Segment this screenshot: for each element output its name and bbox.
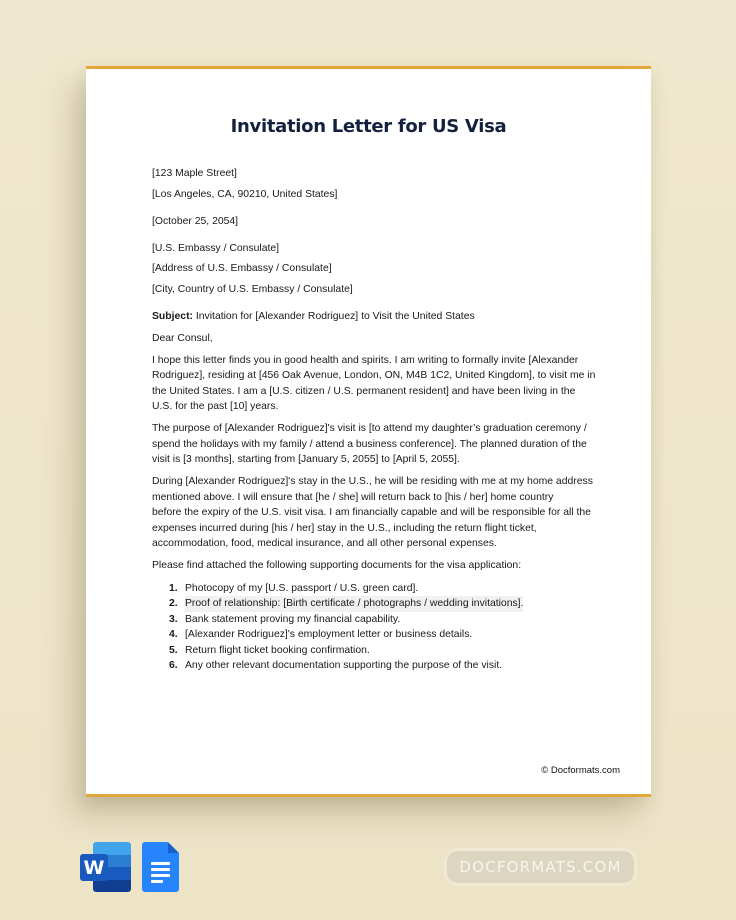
list-text: Any other relevant documentation supporting the purpose of the visit. bbox=[185, 660, 503, 671]
paragraph-purpose bbox=[152, 421, 592, 468]
supporting-documents-list bbox=[152, 581, 592, 674]
google-docs-fold bbox=[168, 842, 179, 853]
list-number: 6. bbox=[169, 660, 178, 671]
paragraph-line: mentioned above. I will ensure that [he / she] will return back to [his / her] home country bbox=[152, 491, 554, 503]
salutation: Dear Consul, bbox=[152, 332, 213, 344]
recipient-address bbox=[152, 241, 592, 298]
recipient-line: [U.S. Embassy / Consulate] bbox=[152, 242, 280, 254]
recipient-line: [Address of U.S. Embassy / Consulate] bbox=[152, 263, 332, 274]
copyright-notice: © Docformats.com bbox=[541, 765, 620, 776]
list-number: 1. bbox=[169, 582, 178, 594]
list-item bbox=[169, 612, 592, 628]
list-item bbox=[169, 627, 592, 643]
document-page bbox=[86, 66, 651, 797]
document-title: Invitation Letter for US Visa bbox=[230, 116, 507, 137]
subject-line bbox=[152, 309, 592, 325]
sender-address-line: [123 Maple Street] bbox=[152, 168, 237, 179]
docformats-brand-badge[interactable]: DOCFORMATS.COM bbox=[444, 848, 637, 886]
paragraph-line: spend the holidays with my family / attend a business conference]. The planned duration of the bbox=[152, 438, 587, 450]
list-item bbox=[169, 596, 592, 612]
list-number: 4. bbox=[169, 629, 178, 640]
subject-label: Subject: bbox=[152, 310, 193, 322]
sender-address-line: [Los Angeles, CA, 90210, United States] bbox=[152, 188, 338, 200]
list-number: 3. bbox=[169, 613, 178, 625]
list-item bbox=[169, 658, 592, 674]
letter-body bbox=[152, 166, 596, 674]
paragraph-line: before the expiry of the U.S. visit visa. I am financially capable and will be responsible for all the bbox=[152, 507, 591, 518]
paragraph-line: accommodation, food, medical insurance, and all other personal expenses. bbox=[152, 538, 497, 549]
recipient-line: [City, Country of U.S. Embassy / Consulate] bbox=[152, 283, 353, 295]
list-number: 2. bbox=[169, 598, 178, 609]
list-number: 5. bbox=[169, 644, 178, 656]
list-text: [Alexander Rodriguez]'s employment letter or business details. bbox=[185, 629, 473, 640]
list-item bbox=[169, 643, 592, 659]
list-item bbox=[169, 581, 592, 597]
paragraph-line: I hope this letter finds you in good health and spirits. I am writing to formally invite [Alexander bbox=[152, 354, 579, 366]
sender-address bbox=[152, 166, 592, 202]
paragraph-line: The purpose of [Alexander Rodriguez]'s visit is [to attend my daughter’s graduation ceremony / bbox=[152, 423, 587, 434]
format-icons bbox=[80, 842, 179, 892]
subject-text: Invitation for [Alexander Rodriguez] to Visit the United States bbox=[193, 310, 475, 322]
list-text: Photocopy of my [U.S. passport / U.S. green card]. bbox=[185, 582, 419, 594]
paragraph-line: the United States. I am a [U.S. citizen / U.S. permanent resident] and have been living in the bbox=[152, 385, 576, 397]
paragraph-line: expenses incurred during [his / her] stay in the U.S., including the return flight ticket, bbox=[152, 522, 537, 534]
letter-date: [October 25, 2054] bbox=[152, 215, 239, 227]
google-docs-icon[interactable] bbox=[142, 842, 179, 892]
paragraph-line: U.S. for the past [10] years. bbox=[152, 401, 279, 412]
list-text: Proof of relationship: [Birth certificate / photographs / wedding invitations]. bbox=[185, 596, 523, 612]
word-icon-badge: W bbox=[80, 854, 108, 881]
paragraph-line: During [Alexander Rodriguez]'s stay in the U.S., he will be residing with me at my home address bbox=[152, 476, 593, 487]
microsoft-word-icon[interactable] bbox=[80, 842, 132, 892]
paragraph-line: visit is [3 months], starting from [January 5, 2055] to [April 5, 2055]. bbox=[152, 454, 460, 465]
list-text: Bank statement proving my financial capability. bbox=[185, 613, 401, 625]
documents-intro: Please find attached the following supporting documents for the visa application: bbox=[152, 560, 522, 571]
paragraph-line: Rodriguez], residing at [456 Oak Avenue, London, ON, M4B 1C2, United Kingdom], to visit me in bbox=[152, 370, 596, 381]
list-text: Return flight ticket booking confirmation. bbox=[185, 644, 370, 656]
paragraph-intro bbox=[152, 353, 596, 415]
paragraph-stay bbox=[152, 474, 592, 552]
